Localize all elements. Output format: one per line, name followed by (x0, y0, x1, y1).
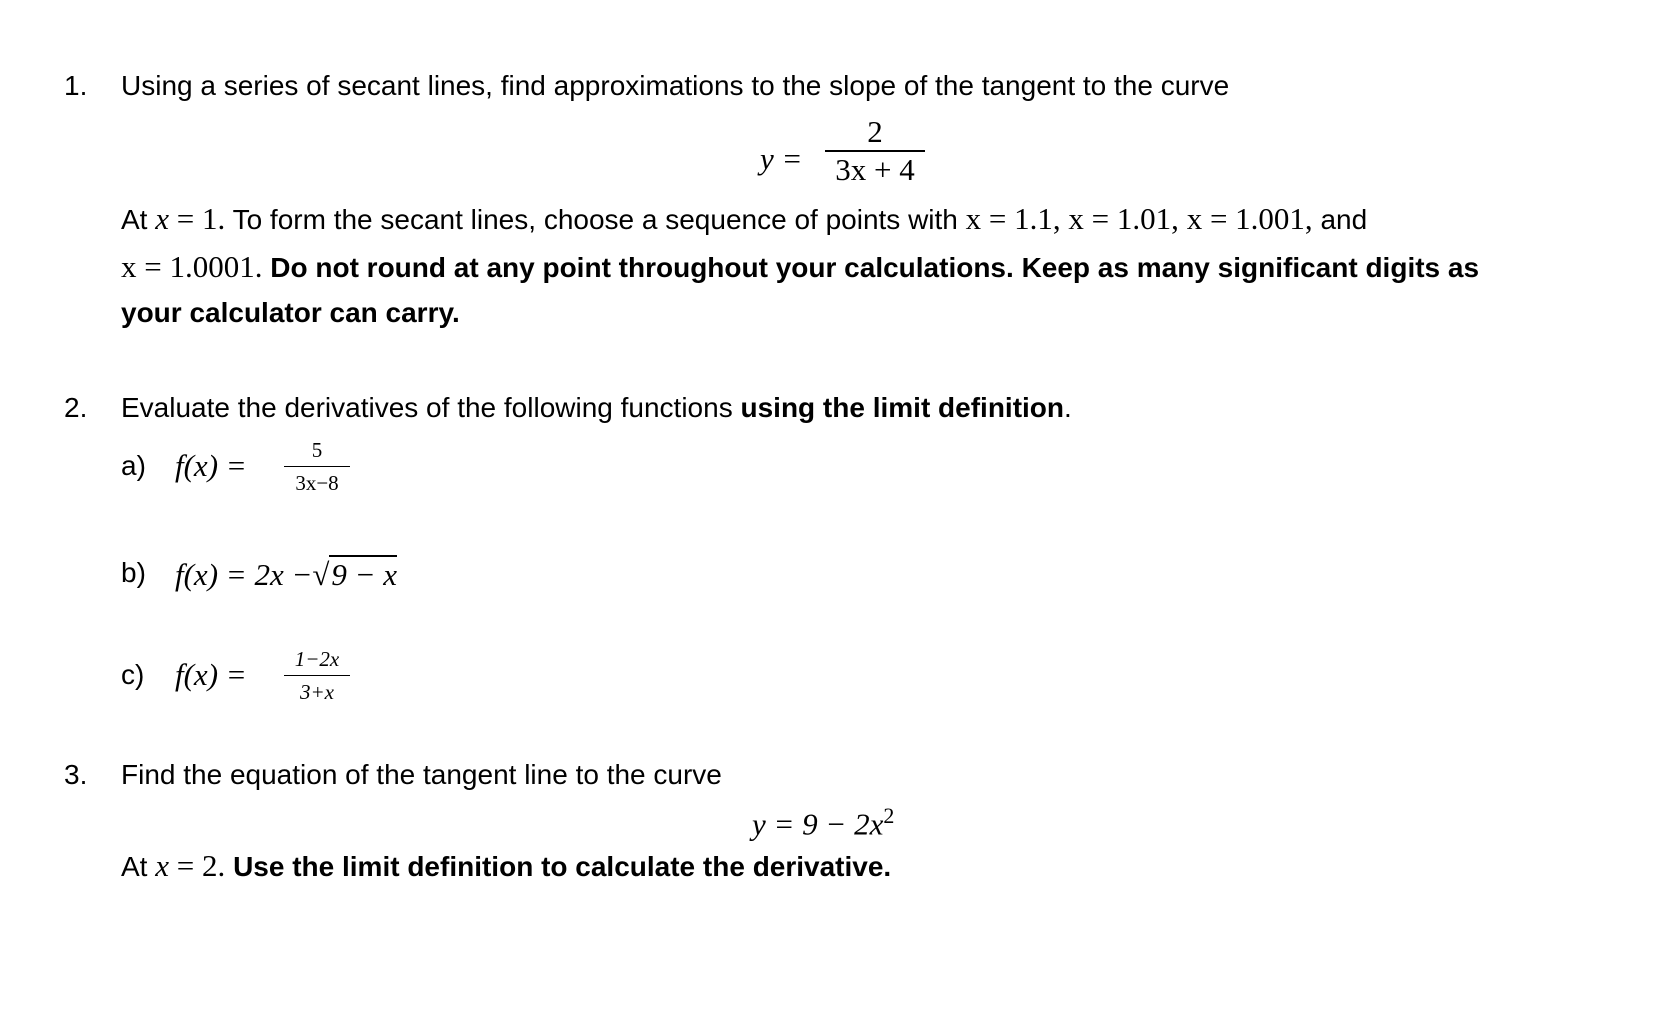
q1-point-3: x = 1.001, (1186, 201, 1313, 236)
q1-bold-instruction-2: your calculator can carry. (121, 297, 460, 328)
q1-line3 (121, 201, 1367, 237)
q3-at-x: x (155, 848, 170, 883)
q1-eq-denominator: 3x + 4 (835, 152, 915, 187)
q2c-lhs (175, 657, 247, 693)
q1-and: and (1320, 204, 1368, 235)
q3-bold-instruction: Use the limit definition to calculate the derivative. (233, 851, 892, 882)
q2-prompt (121, 392, 1072, 424)
q3-eq-text: y = 9 − 2x (752, 806, 884, 842)
q3-at-label: At (121, 851, 148, 882)
q2a-lhs-text: f(x) = (175, 448, 247, 483)
q2c-fraction-bar (284, 675, 350, 676)
q1-at-value: = 1. (176, 201, 226, 236)
q1-at-x: x (155, 201, 170, 236)
q1-number: 1. (64, 70, 88, 101)
q1-eq-numerator: 2 (867, 114, 883, 149)
q3-at-value: = 2. (176, 848, 226, 883)
q3-number: 3. (64, 759, 88, 790)
q1-eq-lhs-text: y = (760, 141, 803, 176)
q1-at-label: At (121, 204, 148, 235)
q2c-lhs-text: f(x) = (175, 657, 247, 692)
q2c-label: c) (121, 659, 145, 690)
q1-point-4: x = 1.0001. (121, 249, 263, 284)
q2-prompt-text: Evaluate the derivatives of the following functions (121, 392, 733, 423)
q3-prompt: Find the equation of the tangent line to the curve (121, 759, 722, 790)
q2b-lhs: f(x) = 2x − (175, 557, 313, 592)
q2a-label: a) (121, 450, 146, 481)
q1-point-2: x = 1.01, (1068, 201, 1179, 236)
q1-bold-instruction-1: Do not round at any point throughout your calculations. Keep as many significant digits as (270, 252, 1480, 283)
q2a-denominator: 3x−8 (295, 471, 339, 495)
q1-point-1: x = 1.1, (965, 201, 1061, 236)
q2c-fraction (284, 649, 350, 703)
q2c-denominator: 3+x (300, 680, 334, 704)
q2-prompt-end: . (1064, 392, 1072, 423)
q1-mid-text: To form the secant lines, choose a sequence of points with (232, 204, 958, 235)
q3-line3 (121, 848, 891, 884)
q3-equation (752, 803, 894, 842)
q3-eq-exponent: 2 (883, 803, 895, 828)
q2b-label: b) (121, 557, 146, 588)
q1-line4 (121, 249, 1479, 285)
q1-equation-fraction (825, 114, 925, 188)
q2b-sqrt-sign: √ (312, 557, 330, 592)
q2b-sqrt-arg: 9 − x (331, 557, 398, 592)
q2a-numerator: 5 (311, 438, 323, 462)
q2b-expression (175, 555, 397, 593)
q2a-lhs (175, 448, 247, 484)
q2-number: 2. (64, 392, 88, 423)
q1-equation-lhs (760, 141, 802, 177)
q1-prompt: Using a series of secant lines, find approximations to the slope of the tangent to the curve (121, 70, 1230, 101)
q2-prompt-bold: using the limit definition (740, 392, 1065, 423)
q2a-fraction (284, 440, 350, 494)
q2a-fraction-bar (284, 466, 350, 467)
q2c-numerator: 1−2x (294, 647, 340, 671)
